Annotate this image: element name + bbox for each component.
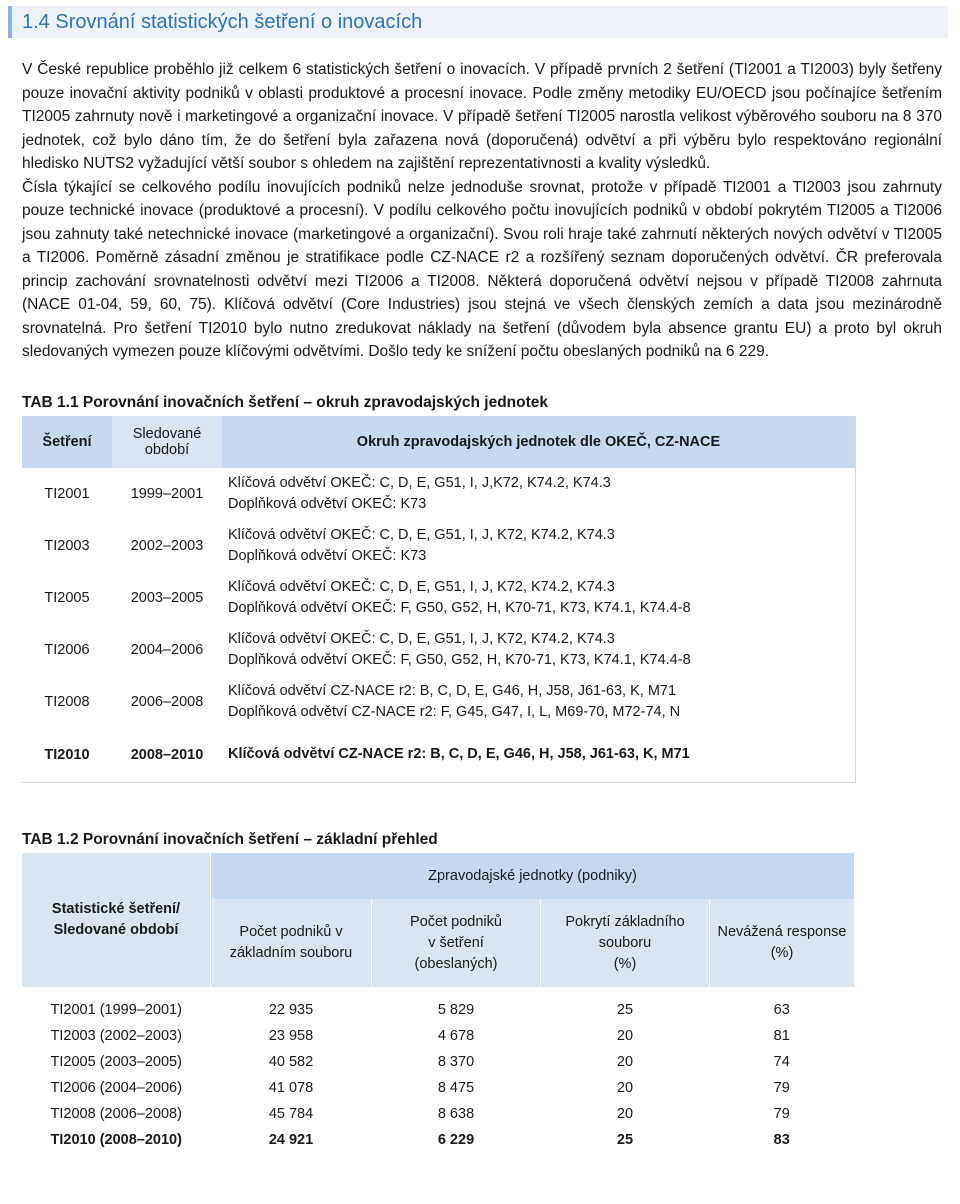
survey-period: 2003–2005 [130, 589, 204, 606]
scope-extra: Doplňková odvětví CZ-NACE r2: F, G45, G47, I, L, M69-70, M72-74, N [228, 703, 681, 720]
table1-header-period: Sledované období [112, 416, 222, 468]
table-row [22, 1049, 854, 1075]
survey-scope [222, 728, 856, 783]
section-heading: 1.4 Srovnání statistických šetření o inovacích [22, 10, 423, 33]
coverage-pct: 25 [616, 1132, 634, 1148]
survey-period: 2004–2006 [130, 641, 204, 658]
survey-id: TI2005 [44, 589, 90, 606]
survey-name: TI2006 (2004–2006) [50, 1080, 182, 1096]
header-coverage-line2: souboru [598, 934, 652, 951]
surveyed-count: 8 370 [437, 1054, 475, 1070]
header-coverage-line1: Pokrytí základního [565, 913, 685, 930]
table-row [22, 1101, 854, 1127]
body-text [22, 58, 942, 364]
header-survey-line2: Sledované období [53, 922, 179, 938]
table2-spacer-row [22, 987, 854, 997]
coverage-pct: 25 [616, 1002, 634, 1018]
response-pct: 74 [773, 1054, 790, 1070]
coverage-pct: 20 [616, 1106, 634, 1122]
survey-name: TI2010 (2008–2010) [50, 1132, 182, 1148]
survey-scope [222, 676, 856, 728]
table2-group-header-row [22, 853, 854, 899]
table-row [22, 1127, 854, 1153]
paragraph-2: Čísla týkající se celkového podílu inovujících podniků nelze jednoduše srovnat, protože v případě TI2001 a TI2003 jsou zahrnuty pouze technické inovace (produktové a procesní). V podílu celkového počtu inovujících podniků v období pokrytém TI2005 a TI2006 jsou zahnuty také netechnické inovace (marketingové a organizační). Svou roli hraje také zahrnutí některých nových odvětví v TI2005 a TI2006. Poměrně zásadní změnou je stratifikace podle CZ-NACE r2 a rozšířený seznam doporučených odvětví. ČR preferovala princip zachování srovnatelnosti odvětví mezi TI2006 a TI2008. Některá doporučená odvětví nejsou v případě TI2008 zahrnuta (NACE 01-04, 59, 60, 75). Klíčová odvětví (Core Industries) jsou stejná ve všech členských zemích a data jsou mezinárodně srovnatelná. Pro šetření TI2010 bylo nutno zredukovat náklady na šetření (důvodem byla absence grantu EU) a proto byl okruh sledovaných vymezen pouze klíčovými odvětvími. Došlo tedy ke snížení počtu obeslaných podniků na 6 229. [22, 178, 942, 360]
table-row [22, 1023, 854, 1049]
scope-extra: Doplňková odvětví OKEČ: K73 [228, 547, 427, 564]
header-survey-line1: Statistické šetření/ [51, 901, 181, 917]
table-row [22, 676, 856, 728]
spacer-cell [22, 987, 854, 997]
table2-header-group: Zpravodajské jednotky (podniky) [211, 853, 855, 899]
header-coverage-line3: (%) [613, 955, 637, 972]
document-page [0, 6, 960, 1204]
table2-header-coverage [541, 899, 710, 987]
table-row [22, 468, 856, 520]
table-row [22, 728, 856, 783]
paragraph-1: V České republice proběhlo již celkem 6 statistických šetření o inovacích. V případě prvních 2 šetření (TI2001 a TI2003) byly šetřeny pouze inovační aktivity podniků v oblasti produktové a procesní inovace. Podle změny metodiky EU/OECD jsou počínajíce šetřením TI2005 zahrnuty nově i marketingové a organizační inovace. V případě šetření TI2005 narostla velikost výběrového souboru na 8 370 jednotek, což bylo dáno tím, že do šetření byla zařazena nová (doporučená) odvětví a při výběru bylo respektováno regionální hledisko NUTS2 vyžadující větší soubor s ohledem na zajištění reprezentativnosti a kvality výsledků. [22, 61, 942, 172]
scope-extra: Doplňková odvětví OKEČ: F, G50, G52, H, K70-71, K73, K74.1, K74.4-8 [228, 651, 691, 668]
response-pct: 81 [773, 1028, 790, 1044]
header-basic-line1: Počet podniků v [239, 924, 343, 940]
scope-core: Klíčová odvětví CZ-NACE r2: B, C, D, E, G46, H, J58, J61-63, K, M71 [228, 746, 690, 763]
scope-core: Klíčová odvětví OKEČ: C, D, E, G51, I, J, K72, K74.2, K74.3 [228, 630, 615, 647]
coverage-pct: 20 [616, 1080, 634, 1096]
table-row [22, 1075, 854, 1101]
survey-period: 1999–2001 [130, 485, 204, 502]
response-pct: 79 [773, 1080, 790, 1096]
survey-scope [222, 572, 856, 624]
survey-id: TI2001 [44, 485, 90, 502]
basic-count: 22 935 [268, 1002, 314, 1018]
scope-core: Klíčová odvětví OKEČ: C, D, E, G51, I, J, K72, K74.2, K74.3 [228, 578, 615, 595]
survey-id: TI2006 [44, 641, 90, 658]
table2-header-surveyed [372, 899, 541, 987]
survey-name: TI2008 (2006–2008) [50, 1106, 182, 1122]
header-surveyed-line1: Počet podniků [410, 913, 502, 930]
table-row [22, 624, 856, 676]
header-response-line2: (%) [770, 945, 794, 961]
response-pct: 79 [773, 1106, 790, 1122]
table2-header-basic [211, 899, 372, 987]
surveyed-count: 6 229 [437, 1132, 475, 1148]
survey-id: TI2010 [44, 746, 90, 763]
basic-count: 23 958 [268, 1028, 314, 1044]
header-response-line1: Nevážená response [717, 924, 847, 940]
basic-count: 45 784 [268, 1106, 314, 1122]
scope-extra: Doplňková odvětví OKEČ: F, G50, G52, H, K70-71, K73, K74.1, K74.4-8 [228, 599, 691, 616]
header-basic-line2: základním souboru [229, 945, 353, 961]
section-heading-bar [8, 6, 948, 38]
scope-core: Klíčová odvětví CZ-NACE r2: B, C, D, E, G46, H, J58, J61-63, K, M71 [228, 682, 677, 699]
table-row [22, 520, 856, 572]
coverage-pct: 20 [616, 1054, 634, 1070]
basic-count: 40 582 [268, 1054, 314, 1070]
surveyed-count: 8 475 [437, 1080, 475, 1096]
scope-core: Klíčová odvětví OKEČ: C, D, E, G51, I, J, K72, K74.2, K74.3 [228, 526, 615, 543]
response-pct: 63 [773, 1002, 790, 1018]
scope-core: Klíčová odvětví OKEČ: C, D, E, G51, I, J,K72, K74.2, K74.3 [228, 474, 611, 491]
table1-caption: TAB 1.1 Porovnání inovačních šetření – okruh zpravodajských jednotek [22, 393, 549, 411]
table2-caption: TAB 1.2 Porovnání inovačních šetření – základní přehled [22, 831, 438, 848]
table1-header-row [22, 416, 856, 468]
table-survey-scope [22, 416, 856, 784]
survey-period: 2002–2003 [130, 537, 204, 554]
basic-count: 41 078 [268, 1080, 314, 1096]
header-surveyed-line2: v šetření [428, 934, 484, 951]
survey-name: TI2003 (2002–2003) [50, 1028, 182, 1044]
header-surveyed-line3: (obeslaných) [414, 955, 498, 972]
survey-period: 2008–2010 [130, 746, 204, 763]
basic-count: 24 921 [268, 1132, 314, 1148]
table-row [22, 997, 854, 1023]
table2-header-response [710, 899, 855, 987]
survey-id: TI2008 [44, 693, 90, 710]
survey-scope [222, 520, 856, 572]
response-pct: 83 [773, 1132, 790, 1148]
table-survey-overview [22, 853, 854, 1153]
survey-period: 2006–2008 [130, 693, 204, 710]
surveyed-count: 8 638 [437, 1106, 475, 1122]
survey-scope [222, 624, 856, 676]
table1-header-scope: Okruh zpravodajských jednotek dle OKEČ, CZ-NACE [222, 416, 856, 468]
surveyed-count: 4 678 [437, 1028, 475, 1044]
scope-extra: Doplňková odvětví OKEČ: K73 [228, 495, 427, 512]
coverage-pct: 20 [616, 1028, 634, 1044]
survey-name: TI2001 (1999–2001) [50, 1002, 182, 1018]
table1-header-survey: Šetření [22, 416, 112, 468]
surveyed-count: 5 829 [437, 1002, 475, 1018]
survey-id: TI2003 [44, 537, 90, 554]
survey-name: TI2005 (2003–2005) [50, 1054, 182, 1070]
table2-header-survey [22, 853, 211, 987]
table-row [22, 572, 856, 624]
survey-scope [222, 468, 856, 520]
